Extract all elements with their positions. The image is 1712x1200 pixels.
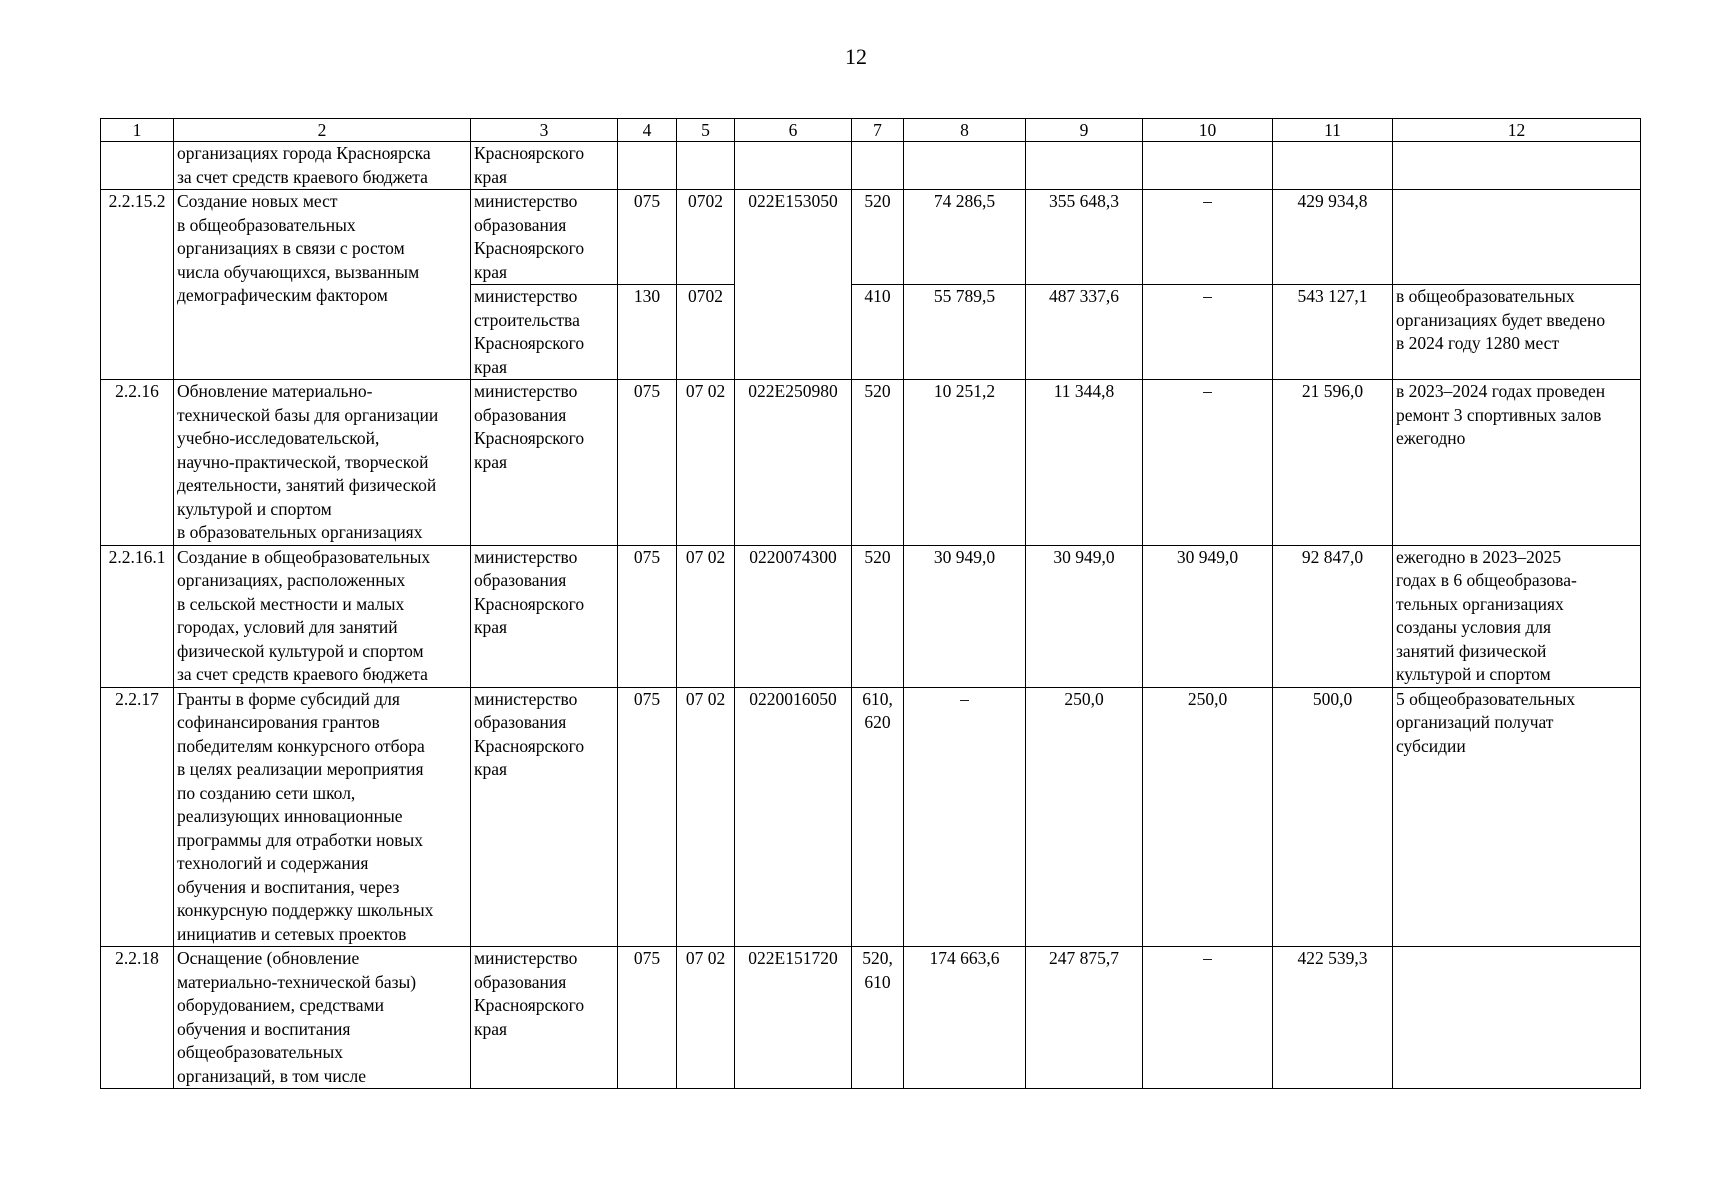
amount-year3-cell: –: [1143, 190, 1273, 285]
empty-cell: [1026, 142, 1143, 190]
activity-name-cell: Обновление материально- технической базы для организации учебно-исследовательской, научно-практической, творческой деятельности, занятий физической культурой и спортом в образовательных организациях: [174, 380, 471, 546]
amount-year2-cell: 250,0: [1026, 687, 1143, 947]
amount-year2-cell: 11 344,8: [1026, 380, 1143, 546]
section-code-cell: 0702: [677, 190, 735, 285]
column-header-11: 11: [1273, 119, 1393, 142]
column-header-7: 7: [852, 119, 904, 142]
amount-year2-cell: 30 949,0: [1026, 545, 1143, 687]
empty-cell: [677, 142, 735, 190]
amount-year3-cell: –: [1143, 380, 1273, 546]
amount-year1-cell: 74 286,5: [904, 190, 1026, 285]
column-header-4: 4: [618, 119, 677, 142]
column-header-3: 3: [471, 119, 618, 142]
empty-cell: [1273, 142, 1393, 190]
amount-total-cell: 543 127,1: [1273, 285, 1393, 380]
row-number-cell: 2.2.16: [101, 380, 174, 546]
grbs-code-cell: 075: [618, 687, 677, 947]
row-number-cell: 2.2.15.2: [101, 190, 174, 380]
target-article-cell: 0220016050: [735, 687, 852, 947]
target-article-cell: 022E153050: [735, 190, 852, 380]
expense-type-cell: 410: [852, 285, 904, 380]
row-number-cell: [101, 142, 174, 190]
column-header-2: 2: [174, 119, 471, 142]
target-article-cell: 022E250980: [735, 380, 852, 546]
table-row-2-2-16-1: [101, 545, 1641, 687]
table-row-2-2-15-2-a: [101, 190, 1641, 285]
expense-type-cell: 610, 620: [852, 687, 904, 947]
expense-type-cell: 520: [852, 190, 904, 285]
responsible-org-cell: Красноярского края: [471, 142, 618, 190]
amount-year2-cell: 247 875,7: [1026, 947, 1143, 1089]
grbs-code-cell: 130: [618, 285, 677, 380]
activity-name-cell: Оснащение (обновление материально-технической базы) оборудованием, средствами обучения и воспитания общеобразовательных организаций, в том числе: [174, 947, 471, 1089]
target-article-cell: 022E151720: [735, 947, 852, 1089]
responsible-org-cell: министерство образования Красноярского края: [471, 380, 618, 546]
expense-type-cell: 520, 610: [852, 947, 904, 1089]
empty-cell: [618, 142, 677, 190]
amount-year1-cell: 174 663,6: [904, 947, 1026, 1089]
responsible-org-cell: министерство образования Красноярского края: [471, 947, 618, 1089]
row-number-cell: 2.2.18: [101, 947, 174, 1089]
amount-year3-cell: –: [1143, 947, 1273, 1089]
expected-result-cell: ежегодно в 2023–2025 годах в 6 общеобразова- тельных организациях созданы условия для занятий физической культурой и спортом: [1393, 545, 1641, 687]
empty-cell: [1393, 142, 1641, 190]
amount-year1-cell: 30 949,0: [904, 545, 1026, 687]
section-code-cell: 0702: [677, 285, 735, 380]
amount-year2-cell: 355 648,3: [1026, 190, 1143, 285]
expected-result-cell: [1393, 947, 1641, 1089]
empty-cell: [1143, 142, 1273, 190]
amount-year2-cell: 487 337,6: [1026, 285, 1143, 380]
column-header-1: 1: [101, 119, 174, 142]
amount-year1-cell: –: [904, 687, 1026, 947]
row-number-cell: 2.2.16.1: [101, 545, 174, 687]
activity-name-cell: Гранты в форме субсидий для софинансирования грантов победителям конкурсного отбора в целях реализации мероприятия по созданию сети школ, реализующих инновационные программы для отработки новых технологий и содержания обучения и воспитания, через конкурсную поддержку школьных инициатив и сетевых проектов: [174, 687, 471, 947]
grbs-code-cell: 075: [618, 380, 677, 546]
amount-total-cell: 21 596,0: [1273, 380, 1393, 546]
column-header-8: 8: [904, 119, 1026, 142]
page-number: 12: [845, 44, 867, 69]
expense-type-cell: 520: [852, 380, 904, 546]
amount-year3-cell: 250,0: [1143, 687, 1273, 947]
responsible-org-cell: министерство образования Красноярского края: [471, 687, 618, 947]
target-article-cell: 0220074300: [735, 545, 852, 687]
program-activities-table: [100, 118, 1641, 1089]
grbs-code-cell: 075: [618, 545, 677, 687]
empty-cell: [852, 142, 904, 190]
grbs-code-cell: 075: [618, 947, 677, 1089]
expected-result-cell: в 2023–2024 годах проведен ремонт 3 спортивных залов ежегодно: [1393, 380, 1641, 546]
section-code-cell: 07 02: [677, 545, 735, 687]
amount-total-cell: 422 539,3: [1273, 947, 1393, 1089]
amount-year3-cell: –: [1143, 285, 1273, 380]
table-row-2-2-17: [101, 687, 1641, 947]
activity-name-cell: Создание новых мест в общеобразовательных организациях в связи с ростом числа обучающихся, вызванным демографическим фактором: [174, 190, 471, 380]
responsible-org-cell: министерство образования Красноярского края: [471, 190, 618, 285]
column-header-9: 9: [1026, 119, 1143, 142]
grbs-code-cell: 075: [618, 190, 677, 285]
column-header-10: 10: [1143, 119, 1273, 142]
expected-result-cell: в общеобразовательных организациях будет введено в 2024 году 1280 мест: [1393, 285, 1641, 380]
amount-total-cell: 500,0: [1273, 687, 1393, 947]
activity-name-cell: организациях города Красноярска за счет средств краевого бюджета: [174, 142, 471, 190]
table-row-2-2-16: [101, 380, 1641, 546]
section-code-cell: 07 02: [677, 687, 735, 947]
amount-year1-cell: 55 789,5: [904, 285, 1026, 380]
table-row-2-2-18: [101, 947, 1641, 1089]
row-number-cell: 2.2.17: [101, 687, 174, 947]
column-header-5: 5: [677, 119, 735, 142]
expected-result-cell: [1393, 190, 1641, 285]
expected-result-cell: 5 общеобразовательных организаций получат субсидии: [1393, 687, 1641, 947]
amount-total-cell: 429 934,8: [1273, 190, 1393, 285]
empty-cell: [735, 142, 852, 190]
amount-year3-cell: 30 949,0: [1143, 545, 1273, 687]
column-header-6: 6: [735, 119, 852, 142]
section-code-cell: 07 02: [677, 380, 735, 546]
responsible-org-cell: министерство строительства Красноярского края: [471, 285, 618, 380]
table-row-continuation: [101, 142, 1641, 190]
section-code-cell: 07 02: [677, 947, 735, 1089]
responsible-org-cell: министерство образования Красноярского края: [471, 545, 618, 687]
expense-type-cell: 520: [852, 545, 904, 687]
amount-year1-cell: 10 251,2: [904, 380, 1026, 546]
activity-name-cell: Создание в общеобразовательных организациях, расположенных в сельской местности и малых городах, условий для занятий физической культурой и спортом за счет средств краевого бюджета: [174, 545, 471, 687]
empty-cell: [904, 142, 1026, 190]
column-header-12: 12: [1393, 119, 1641, 142]
amount-total-cell: 92 847,0: [1273, 545, 1393, 687]
column-number-header-row: [101, 119, 1641, 142]
